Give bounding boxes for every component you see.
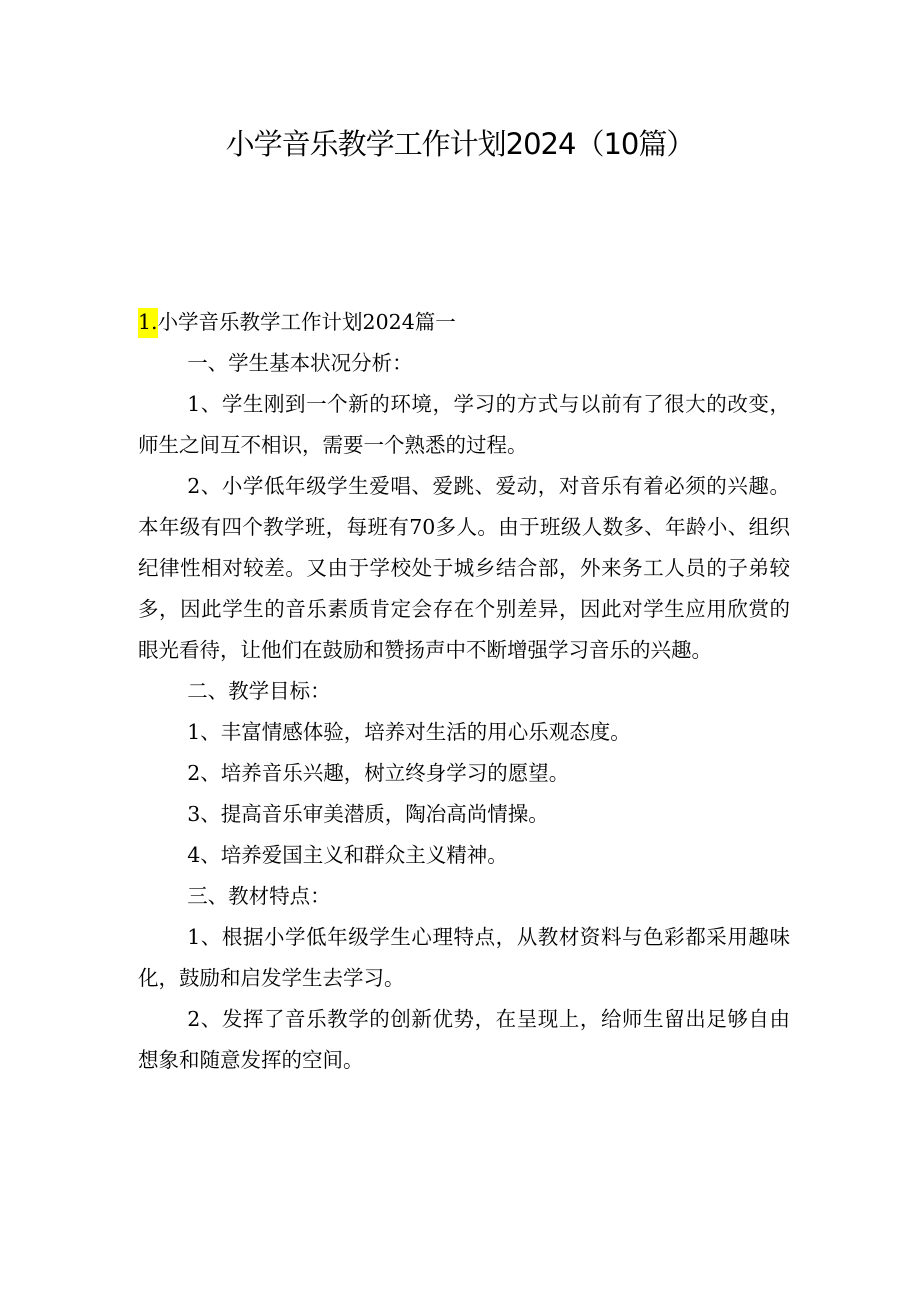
subheading-teaching-goals: 二、教学目标： (187, 679, 331, 703)
paragraph-student-analysis-2: 2、小学低年级学生爱唱、爱跳、爱动，对音乐有着必须的兴趣。本年级有四个教学班，每班有70多人。由于班级人数多、年龄小、组织纪律性相对较差。又由于学校处于城乡结合部，外来务工人员的子弟较多，因此学生的音乐素质肯定会存在个别差异，因此对学生应用欣赏的眼光看待，让他们在鼓励和赞扬声中不断增强学习音乐的兴趣。 (138, 474, 790, 662)
paragraph-goal-1: 1、丰富情感体验，培养对生活的用心乐观态度。 (187, 720, 631, 744)
paragraph-goal-4: 4、培养爱国主义和群众主义精神。 (187, 843, 508, 867)
paragraph-feature-2: 2、发挥了音乐教学的创新优势，在呈现上，给师生留出足够自由想象和随意发挥的空间。 (138, 1007, 790, 1072)
subheading-student-analysis: 一、学生基本状况分析： (187, 351, 413, 375)
paragraph-goal-2: 2、培养音乐兴趣，树立终身学习的愿望。 (187, 761, 570, 785)
paragraph-goal-3: 3、提高音乐审美潜质，陶冶高尚情操。 (187, 802, 549, 826)
paragraph-feature-1: 1、根据小学低年级学生心理特点，从教材资料与色彩都采用趣味化，鼓励和启发学生去学习。 (138, 925, 790, 990)
section-number-highlight: 1. (138, 308, 158, 338)
section-heading (138, 302, 790, 343)
document-body (138, 302, 790, 1081)
paragraph-student-analysis-1: 1、学生刚到一个新的环境，学习的方式与以前有了很大的改变，师生之间互不相识，需要一个熟悉的过程。 (138, 392, 790, 457)
document-title: 小学音乐教学工作计划2024（10篇） (225, 127, 695, 161)
section-heading-text: 小学音乐教学工作计划2024篇一 (157, 310, 456, 334)
subheading-textbook-features: 三、教材特点： (187, 884, 331, 908)
